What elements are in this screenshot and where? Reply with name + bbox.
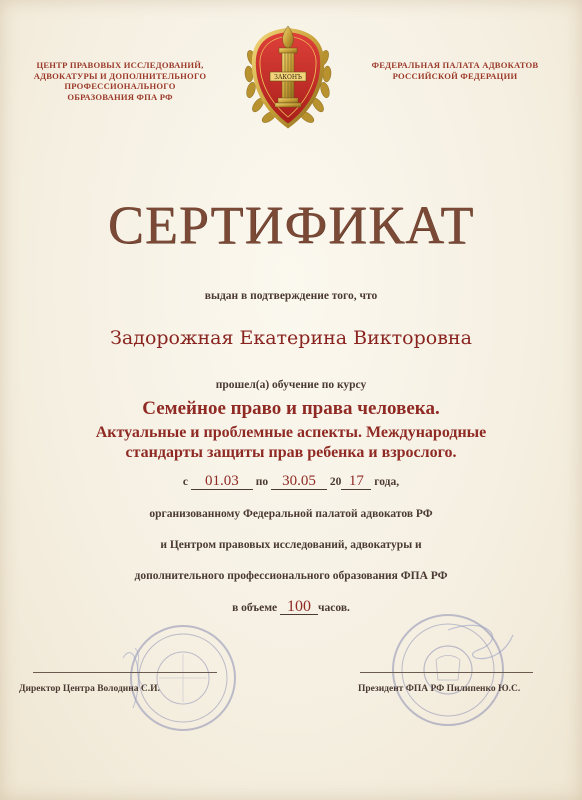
left-org-line-3: ПРОФЕССИОНАЛЬНОГО — [64, 81, 176, 91]
volume-hours: 100 — [280, 599, 318, 615]
left-signature-line — [33, 672, 217, 673]
organized-line-1: организованному Федеральной палатой адвокатов РФ — [149, 508, 433, 520]
right-stamp-icon — [378, 610, 518, 730]
volume-prefix: в объеме — [232, 602, 278, 614]
course-title-lines — [0, 423, 582, 463]
right-org-line-2: РОССИЙСКОЙ ФЕДЕРАЦИИ — [392, 70, 518, 81]
date-to-value: 30.05 — [271, 474, 327, 490]
dates-line — [0, 474, 582, 490]
right-org-line-1: ФЕДЕРАЛЬНАЯ ПАЛАТА АДВОКАТОВ — [371, 60, 539, 70]
completed-text: прошел(а) обучение по курсу — [215, 379, 367, 391]
date-from-value: 01.03 — [191, 474, 253, 490]
left-org-line-4: ОБРАЗОВАНИЯ ФПА РФ — [67, 91, 173, 102]
certificate-title: СЕРТИФИКАТ — [107, 195, 475, 255]
issued-text: выдан в подтверждение того, что — [204, 290, 378, 302]
right-signatory: Президент ФПА РФ Пилипенко Ю.С. — [358, 684, 521, 694]
year-value: 17 — [341, 474, 371, 490]
fpa-emblem-icon — [238, 18, 338, 136]
date-to-prefix: по — [255, 476, 269, 488]
left-organization-name — [15, 60, 225, 102]
recipient-name: Задорожная Екатерина Викторовна — [110, 327, 472, 349]
volume-suffix: часов. — [318, 602, 350, 614]
emblem-label: ЗАКОНЪ — [274, 74, 302, 81]
left-signatory: Директор Центра Володина С.И. — [19, 684, 160, 694]
left-stamp-icon — [115, 618, 245, 736]
year-prefix: 20 — [329, 476, 342, 488]
course-title-line-1: Семейное право и права человека. — [142, 398, 440, 419]
left-org-line-2: АДВОКАТУРЫ И ДОПОЛНИТЕЛЬНОГО — [33, 70, 207, 81]
organized-line-2: и Центром правовых исследований, адвокатуры и — [160, 539, 422, 551]
year-suffix: года, — [374, 476, 400, 488]
date-from-prefix: с — [182, 476, 189, 488]
left-org-line-1: ЦЕНТР ПРАВОВЫХ ИССЛЕДОВАНИЙ, — [36, 60, 204, 70]
course-title-line-2: Актуальные и проблемные аспекты. Международные — [95, 424, 487, 441]
right-signature-line — [360, 672, 533, 673]
right-organization-name — [355, 60, 555, 81]
course-title-line-3: стандарты защиты прав ребенка и взрослого. — [125, 444, 457, 461]
organized-line-3: дополнительного профессионального образования ФПА РФ — [134, 570, 448, 582]
